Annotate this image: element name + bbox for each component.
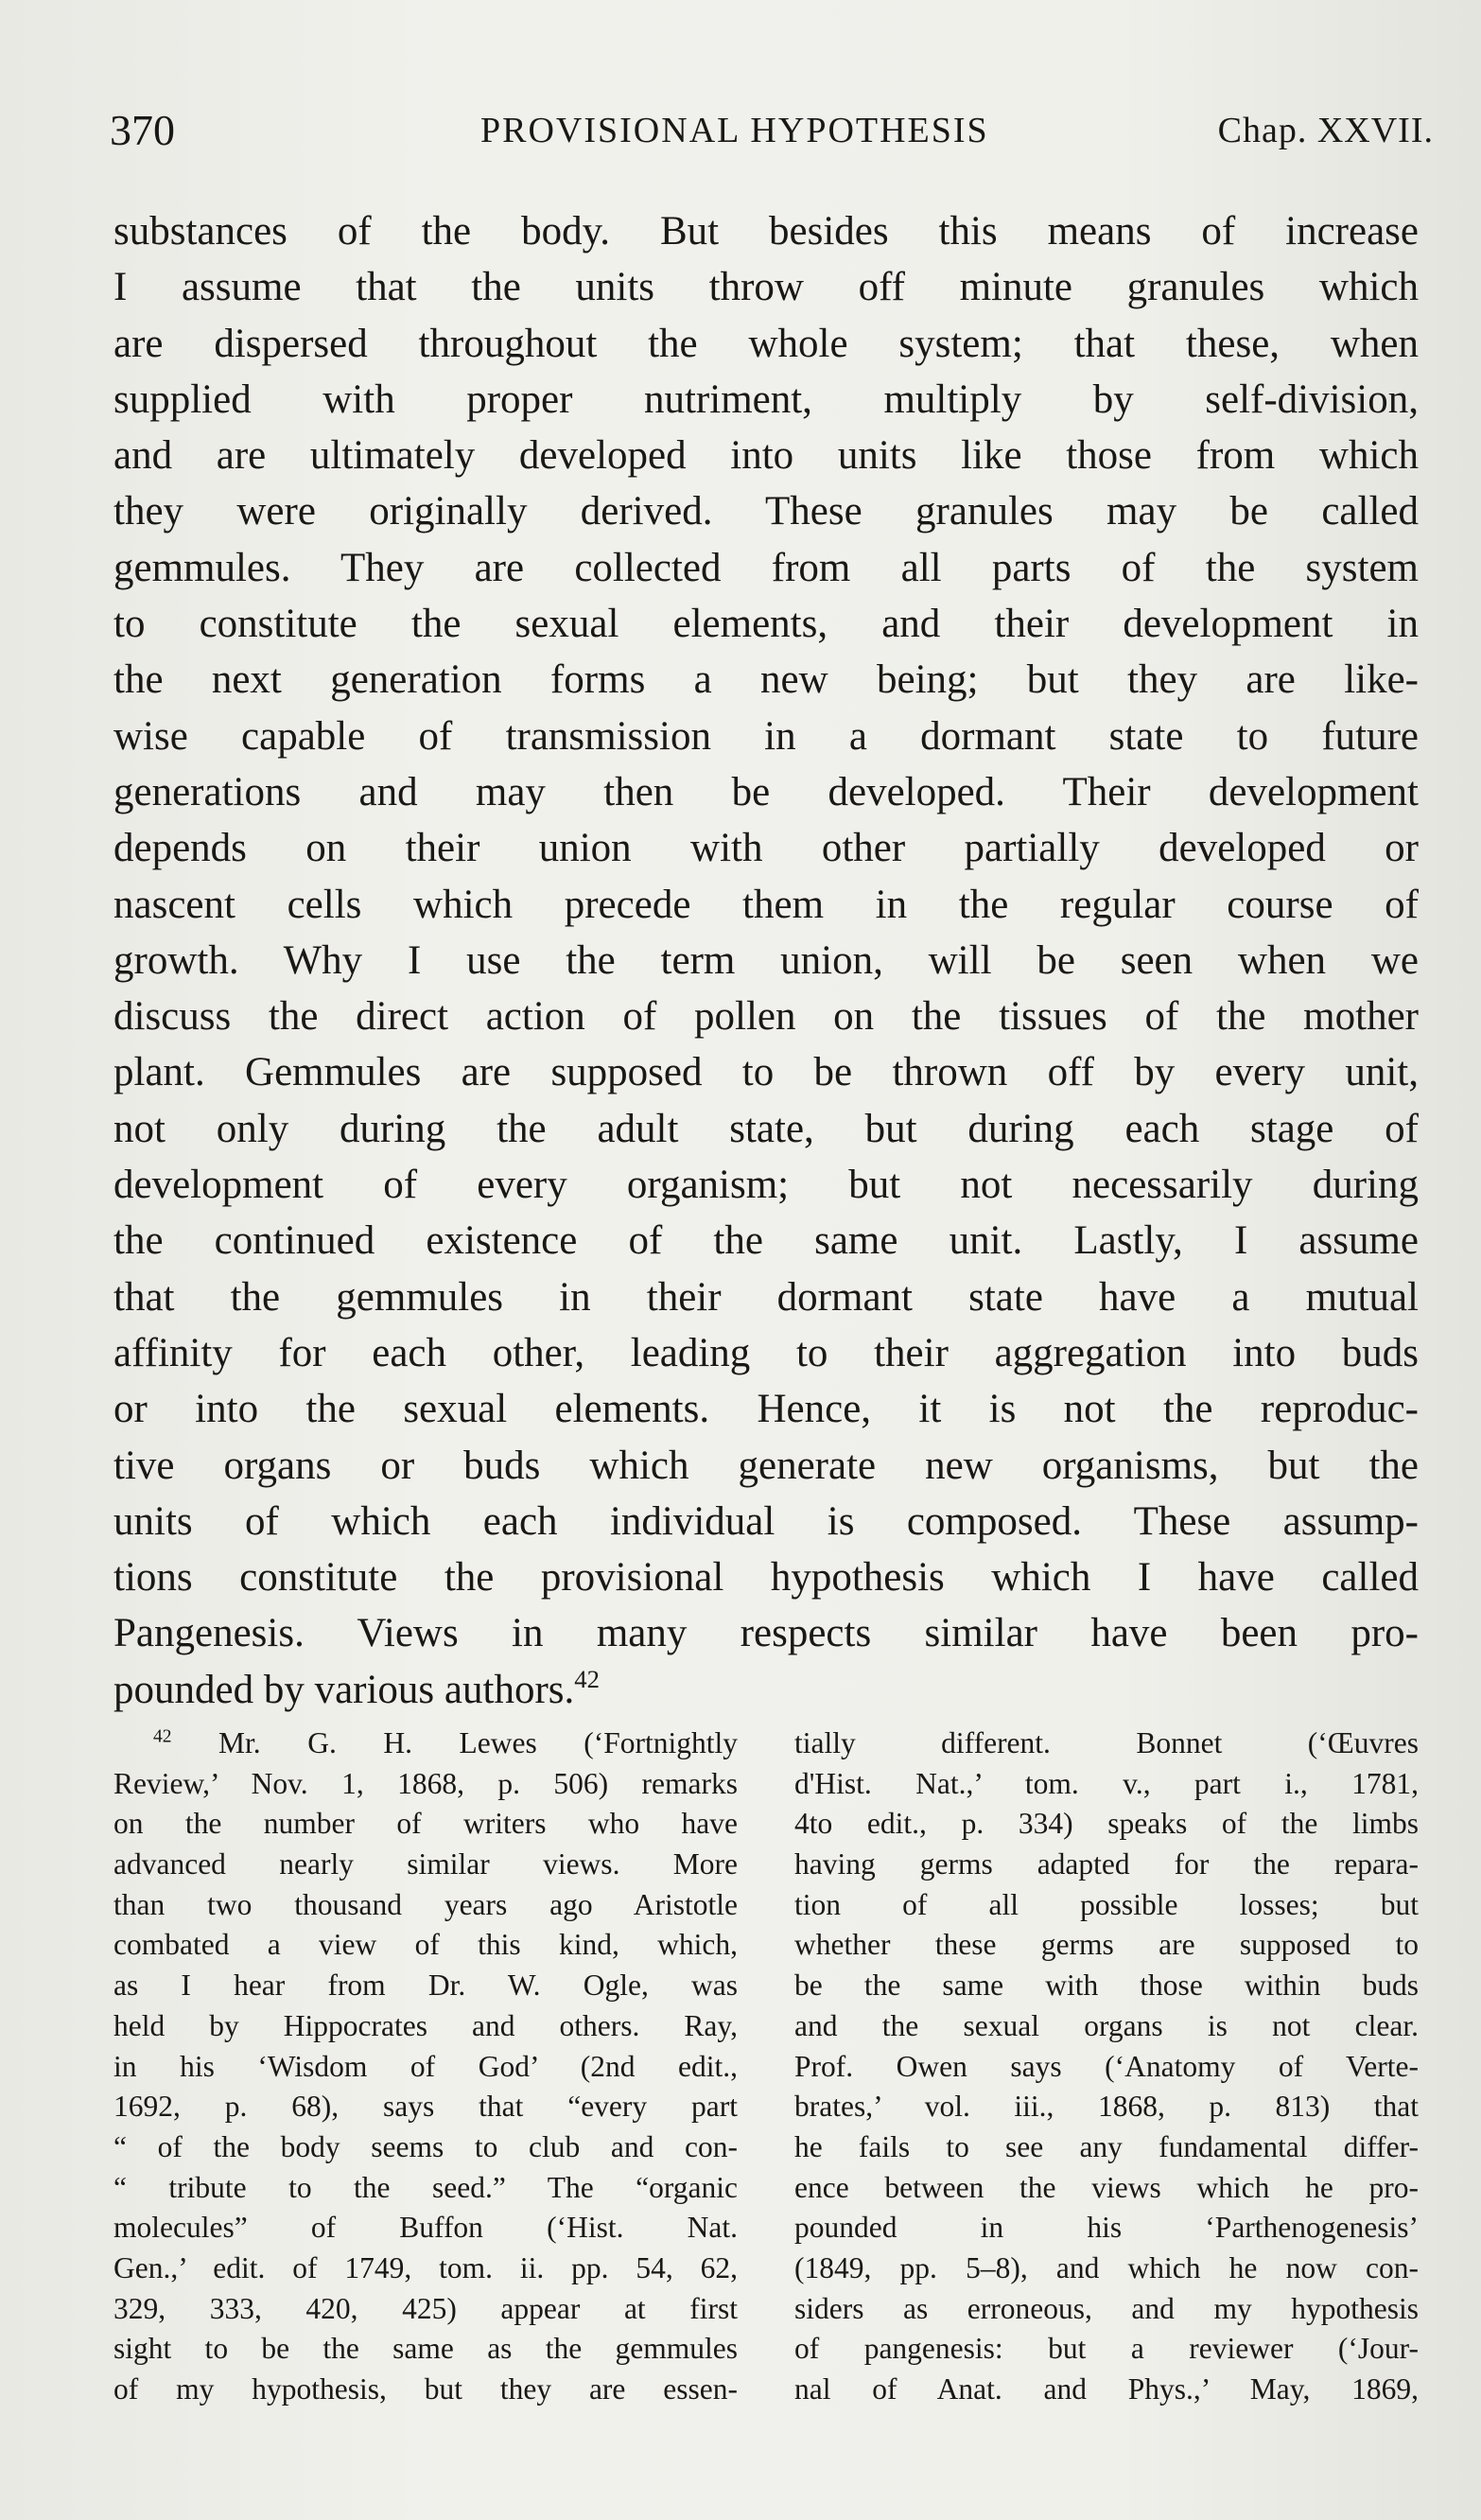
- text-line: to constitute the sexual elements, and their development in: [113, 602, 1419, 647]
- footnote-line: Gen.,’ edit. of 1749, tom. ii. pp. 54, 62,: [113, 2250, 738, 2284]
- footnote-line: Review,’ Nov. 1, 1868, p. 506) remarks: [113, 1766, 738, 1800]
- main-text: [113, 203, 1419, 1718]
- footnote-line: as I hear from Dr. W. Ogle, was: [113, 1969, 738, 2003]
- text-line: generations and may then be developed. Their development: [113, 769, 1419, 814]
- text-line: discuss the direct action of pollen on the tissues of the mother: [113, 994, 1419, 1040]
- footnote-line: of pangenesis: but a reviewer (‘Jour-: [794, 2332, 1419, 2366]
- footnote-line: tially different. Bonnet (‘Œuvres: [794, 1726, 1419, 1759]
- chapter-label: Chap. XXVII.: [1217, 111, 1434, 150]
- footnote-line: tion of all possible losses; but: [794, 1887, 1419, 1921]
- text-line: or into the sexual elements. Hence, it is not the reproduc-: [113, 1387, 1419, 1432]
- text-line: they were originally derived. These granules may be called: [113, 489, 1419, 534]
- text-line: development of every organism; but not necessarily during: [113, 1163, 1419, 1208]
- text-line: units of which each individual is composed. These assump-: [113, 1498, 1419, 1544]
- page-number: 370: [110, 106, 175, 154]
- footnote-line-first: [113, 1724, 738, 1764]
- text-line: depends on their union with other partially developed or: [113, 826, 1419, 871]
- text-line: the next generation forms a new being; but they are like-: [113, 657, 1419, 703]
- text-line-last: [113, 1662, 1419, 1718]
- footnote-line: whether these germs are supposed to: [794, 1928, 1419, 1962]
- footnote-line: held by Hippocrates and others. Ray,: [113, 2008, 738, 2042]
- footnote-line: pounded in his ‘Parthenogenesis’: [794, 2211, 1419, 2245]
- text-line: are dispersed throughout the whole system; that these, when: [113, 321, 1419, 366]
- footnote-line: siders as erroneous, and my hypothesis: [794, 2291, 1419, 2325]
- footnote-column-left: [113, 1724, 738, 2410]
- text-line: gemmules. They are collected from all parts of the system: [113, 545, 1419, 590]
- footnote-line: 329, 333, 420, 425) appear at first: [113, 2291, 738, 2325]
- text-line: the continued existence of the same unit. Lastly, I assume: [113, 1218, 1419, 1264]
- text-line: tive organs or buds which generate new organisms, but the: [113, 1443, 1419, 1488]
- footnote-line: molecules” of Buffon (‘Hist. Nat.: [113, 2211, 738, 2245]
- page-header: [110, 102, 1434, 159]
- footnote-line: “ tribute to the seed.” The “organic: [113, 2170, 738, 2204]
- footnote-line: ence between the views which he pro-: [794, 2170, 1419, 2204]
- text-line: substances of the body. But besides this means of increase: [113, 209, 1419, 254]
- footnote-line: sight to be the same as the gemmules: [113, 2332, 738, 2366]
- text-line: affinity for each other, leading to their aggregation into buds: [113, 1330, 1419, 1375]
- text-line: nascent cells which precede them in the regular course of: [113, 882, 1419, 927]
- text-line: I assume that the units throw off minute granules which: [113, 265, 1419, 310]
- footnote-line: on the number of writers who have: [113, 1807, 738, 1841]
- text-line: tions constitute the provisional hypothesis which I have called: [113, 1555, 1419, 1601]
- text-line: wise capable of transmission in a dormant state to future: [113, 713, 1419, 759]
- footnote-line: of my hypothesis, but they are essen-: [113, 2372, 738, 2406]
- footnote-line: combated a view of this kind, which,: [113, 1928, 738, 1962]
- footnote-line: nal of Anat. and Phys.,’ May, 1869,: [794, 2372, 1419, 2406]
- footnote-line: he fails to see any fundamental differ-: [794, 2129, 1419, 2163]
- text-line: supplied with proper nutriment, multiply by self-division,: [113, 376, 1419, 422]
- footnote-line: 1692, p. 68), says that “every part: [113, 2090, 738, 2124]
- footnote-line: 4to edit., p. 334) speaks of the limbs: [794, 1807, 1419, 1841]
- text-line: plant. Gemmules are supposed to be thrown off by every unit,: [113, 1050, 1419, 1095]
- footnote-line: (1849, pp. 5–8), and which he now con-: [794, 2250, 1419, 2284]
- footnote-column-right: [794, 1724, 1419, 2410]
- footnote-line: in his ‘Wisdom of God’ (2nd edit.,: [113, 2049, 738, 2083]
- footnote-line: brates,’ vol. iii., 1868, p. 813) that: [794, 2090, 1419, 2124]
- footnote-line: having germs adapted for the repara-: [794, 1847, 1419, 1881]
- footnote-marker: 42: [153, 1726, 172, 1747]
- footnote-line-text: Mr. G. H. Lewes (‘Fortnightly: [171, 1726, 738, 1759]
- text-line: not only during the adult state, but during each stage of: [113, 1106, 1419, 1151]
- text-line: and are ultimately developed into units like those from which: [113, 433, 1419, 479]
- running-head: PROVISIONAL HYPOTHESIS: [480, 111, 989, 150]
- footnote-line: advanced nearly similar views. More: [113, 1847, 738, 1881]
- footnote-line: Prof. Owen says (‘Anatomy of Verte-: [794, 2049, 1419, 2083]
- footnote-line: be the same with those within buds: [794, 1969, 1419, 2003]
- text-line: growth. Why I use the term union, will be seen when we: [113, 937, 1419, 983]
- text-line: that the gemmules in their dormant state have a mutual: [113, 1274, 1419, 1320]
- footnote-line: “ of the body seems to club and con-: [113, 2129, 738, 2163]
- text-line: Pangenesis. Views in many respects similar have been pro-: [113, 1611, 1419, 1656]
- footnote-reference[interactable]: 42: [574, 1664, 600, 1693]
- footnote-line: than two thousand years ago Aristotle: [113, 1887, 738, 1921]
- text-line-last-text: pounded by various authors.: [113, 1667, 575, 1712]
- footnote-line: and the sexual organs is not clear.: [794, 2008, 1419, 2042]
- footnote-line: d'Hist. Nat.,’ tom. v., part i., 1781,: [794, 1766, 1419, 1800]
